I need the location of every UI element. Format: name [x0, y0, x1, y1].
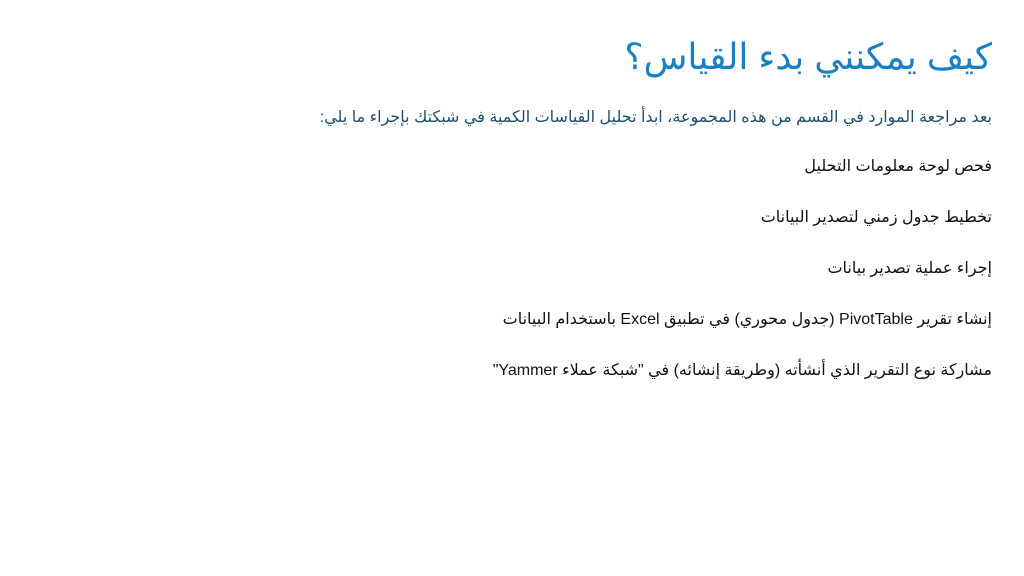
step-item: فحص لوحة معلومات التحليل — [804, 158, 992, 175]
step-item: إجراء عملية تصدير بيانات — [827, 260, 992, 277]
step-item: مشاركة نوع التقرير الذي أنشأته (وطريقة إنشائه) في "شبكة عملاء Yammer" — [492, 362, 992, 379]
slide-title: كيف يمكنني بدء القياس؟ — [624, 36, 992, 77]
step-item: تخطيط جدول زمني لتصدير البيانات — [760, 209, 992, 226]
steps-list — [32, 155, 992, 383]
step-item: إنشاء تقرير PivotTable (جدول محوري) في تطبيق Excel باستخدام البيانات — [502, 311, 992, 328]
slide-intro: بعد مراجعة الموارد في القسم من هذه المجموعة، ابدأ تحليل القياسات الكمية في شبكتك بإجراء ما يلي: — [319, 109, 992, 126]
